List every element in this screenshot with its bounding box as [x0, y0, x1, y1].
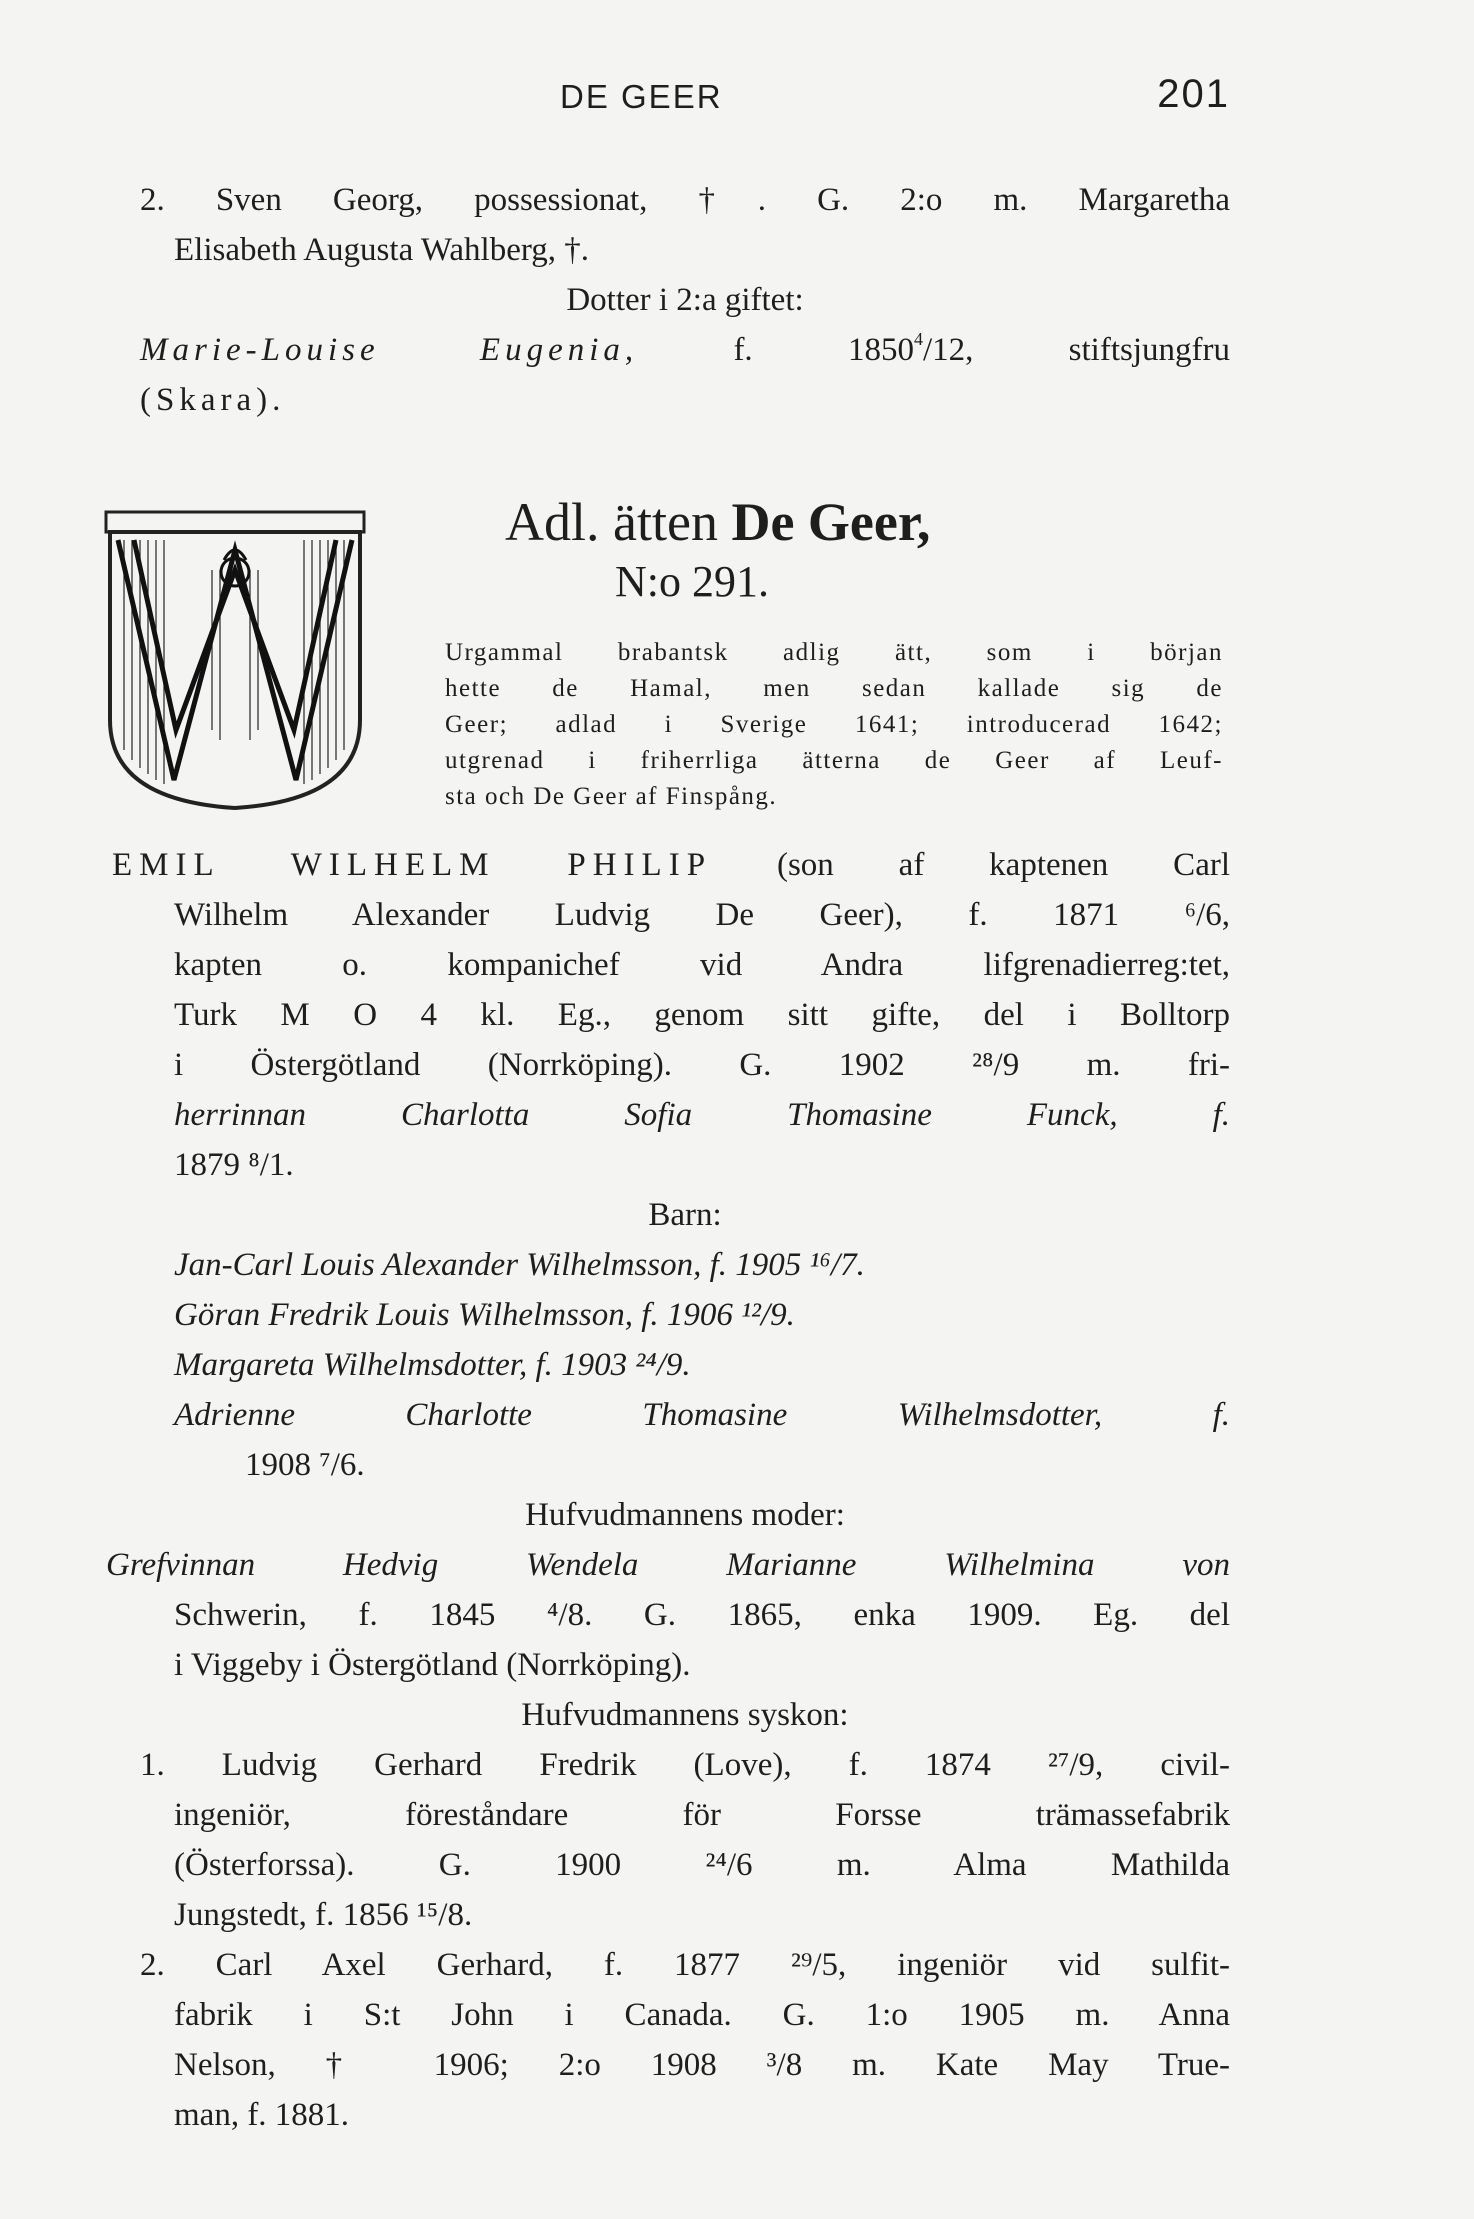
- family-title: [475, 490, 1215, 610]
- top-entry: [140, 175, 1230, 425]
- family-title-main: Adl. ätten: [505, 492, 718, 552]
- entry-text: (son af kaptenen Carl: [776, 847, 1230, 883]
- sibling-line: Nelson, † 1906; 2:o 1908 ³/8 m. Kate May True-: [174, 2047, 1230, 2083]
- entry-line: Elisabeth Augusta Wahlberg, †.: [174, 232, 589, 268]
- description-line: Urgammal brabantsk adlig ätt, som i början: [445, 639, 1223, 666]
- head-name: EMIL WILHELM PHILIP: [112, 847, 713, 883]
- daughter-name: Marie-Louise Eugenia,: [140, 332, 639, 368]
- running-head: [150, 72, 1230, 128]
- child-item: Jan-Carl Louis Alexander Wilhelmsson, f. 1905 ¹⁶/7.: [174, 1247, 865, 1283]
- description-line: hette de Hamal, men sedan kallade sig de: [445, 675, 1223, 702]
- entry-line: Turk M O 4 kl. Eg., genom sitt gifte, del i Bolltorp: [174, 997, 1230, 1033]
- daughter-birth-tail: /12, stiftsjungfru: [922, 332, 1230, 368]
- daughter-line: [140, 325, 1230, 375]
- sibling-line: 1. Ludvig Gerhard Fredrik (Love), f. 1874 ²⁷/9, civil-: [140, 1747, 1230, 1783]
- child-item: Margareta Wilhelmsdotter, f. 1903 ²⁴/9.: [174, 1347, 691, 1383]
- family-number: N:o 291.: [615, 557, 769, 606]
- main-entry-first-line: [112, 840, 1230, 890]
- sibling-line: Jungstedt, f. 1856 ¹⁵/8.: [174, 1897, 473, 1933]
- siblings-heading: Hufvudmannens syskon:: [521, 1697, 849, 1733]
- entry-line: Wilhelm Alexander Ludvig De Geer), f. 1871 ⁶/6,: [174, 897, 1230, 933]
- description-line: Geer; adlad i Sverige 1641; introducerad 1642;: [445, 711, 1223, 738]
- family-title-name: De Geer,: [731, 492, 931, 552]
- main-entry: [106, 840, 1230, 2140]
- entry-line: 2. Sven Georg, possessionat, †. G. 2:o m. Margaretha: [140, 182, 1230, 218]
- page-number: 201: [1157, 72, 1230, 116]
- daughter-heading: Dotter i 2:a giftet:: [566, 282, 804, 318]
- coat-of-arms-icon: [104, 510, 366, 810]
- family-description: [445, 635, 1223, 815]
- sibling-line: ingeniör, föreståndare för Forsse trämassefabrik: [174, 1797, 1230, 1833]
- child-item: Adrienne Charlotte Thomasine Wilhelmsdotter, f.: [174, 1397, 1230, 1433]
- child-item: Göran Fredrik Louis Wilhelmsson, f. 1906 ¹²/9.: [174, 1297, 795, 1333]
- sibling-line: man, f. 1881.: [174, 2097, 350, 2133]
- daughter-birth: f. 1850: [733, 332, 914, 368]
- mother-line: i Viggeby i Östergötland (Norrköping).: [174, 1647, 691, 1683]
- description-line: sta och De Geer af Finspång.: [445, 783, 778, 810]
- mother-line: Grefvinnan Hedvig Wendela Marianne Wilhelmina von: [106, 1547, 1230, 1583]
- running-head-title: DE GEER: [560, 78, 723, 115]
- mother-heading: Hufvudmannens moder:: [525, 1497, 845, 1533]
- family-section: [100, 490, 1240, 835]
- entry-line: i Östergötland (Norrköping). G. 1902 ²⁸/9 m. fri-: [174, 1047, 1230, 1083]
- daughter-birth-day: 4: [913, 329, 923, 349]
- description-line: utgrenad i friherrliga ätterna de Geer af Leuf-: [445, 747, 1223, 774]
- sibling-line: 2. Carl Axel Gerhard, f. 1877 ²⁹/5, ingeniör vid sulfit-: [140, 1947, 1230, 1983]
- children-heading: Barn:: [648, 1197, 722, 1233]
- sibling-line: fabrik i S:t John i Canada. G. 1:o 1905 m. Anna: [174, 1997, 1230, 2033]
- entry-line: 1879 ⁸/1.: [174, 1147, 294, 1183]
- daughter-place: (Skara).: [140, 382, 286, 418]
- sibling-line: (Österforssa). G. 1900 ²⁴/6 m. Alma Mathilda: [174, 1847, 1230, 1883]
- entry-line: herrinnan Charlotta Sofia Thomasine Funck, f.: [174, 1097, 1230, 1133]
- child-item-cont: 1908 ⁷/6.: [245, 1447, 365, 1483]
- entry-line: kapten o. kompanichef vid Andra lifgrenadierreg:tet,: [174, 947, 1230, 983]
- family-title-line: [475, 490, 1215, 554]
- mother-line: Schwerin, f. 1845 ⁴/8. G. 1865, enka 1909. Eg. del: [174, 1597, 1230, 1633]
